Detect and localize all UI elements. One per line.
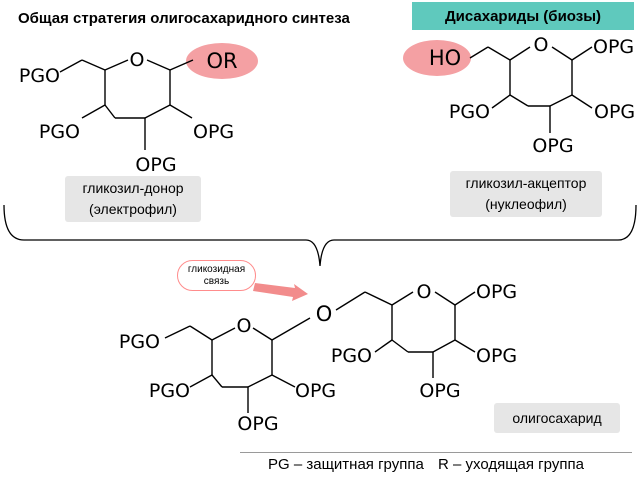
footer-r: R – уходящая группа (437, 456, 584, 473)
product-right-ring (365, 292, 475, 378)
section-badge: Дисахариды (биозы) (412, 2, 634, 30)
product-bridge-o: O (315, 302, 333, 326)
product-left-pgo-top: PGO (118, 331, 160, 353)
donor-pgo-top: PGO (18, 65, 60, 87)
donor-ring-o: O (129, 49, 145, 71)
product-left-opg-right: OPG (295, 380, 337, 402)
donor-pgo-mid: PGO (38, 121, 80, 143)
donor-opg-right: OPG (193, 121, 235, 143)
oligosaccharide-label-text: олигосахарид (512, 409, 602, 426)
acceptor-opg-right: OPG (594, 101, 636, 123)
donor-label-line1: гликозил-донор (82, 180, 184, 196)
product-right-opg-bottom: OPG (419, 380, 461, 402)
acceptor-label-line2: (нуклеофил) (485, 196, 567, 212)
footer-pg: PG – защитная группа (268, 456, 424, 473)
product-left-pgo-mid: PGO (148, 380, 190, 402)
glycosidic-bond-label (177, 260, 256, 291)
acceptor-pgo-left: PGO (448, 101, 490, 123)
bond-label-line2: связь (203, 275, 230, 287)
product-left-opg-bottom: OPG (237, 413, 279, 435)
page-title: Общая стратегия олигосахаридного синтеза (18, 10, 350, 27)
acceptor-opg-bottom: OPG (532, 135, 574, 157)
product-right-ring-o: O (416, 281, 432, 303)
footer-divider (240, 452, 632, 453)
product-right-opg-right: OPG (476, 345, 518, 367)
acceptor-ring-o: O (533, 34, 549, 56)
acceptor-opg-top: OPG (593, 36, 635, 58)
donor-label-line2: (электрофил) (89, 201, 177, 217)
donor-or: OR (206, 49, 238, 73)
product-right-pgo-left: PGO (330, 345, 372, 367)
oligosaccharide-label (494, 403, 620, 433)
donor-label (65, 176, 201, 222)
acceptor-label-line1: гликозил-акцептор (465, 175, 587, 191)
acceptor-label (450, 171, 602, 217)
product-right-opg-top: OPG (476, 281, 518, 303)
acceptor-ho: HO (428, 46, 462, 70)
bond-arrow (253, 283, 308, 301)
bond-label-line1: гликозидная (187, 263, 246, 275)
footer-legend (268, 456, 584, 473)
donor-opg-bottom: OPG (135, 154, 177, 176)
product-left-ring-o: O (236, 315, 252, 337)
